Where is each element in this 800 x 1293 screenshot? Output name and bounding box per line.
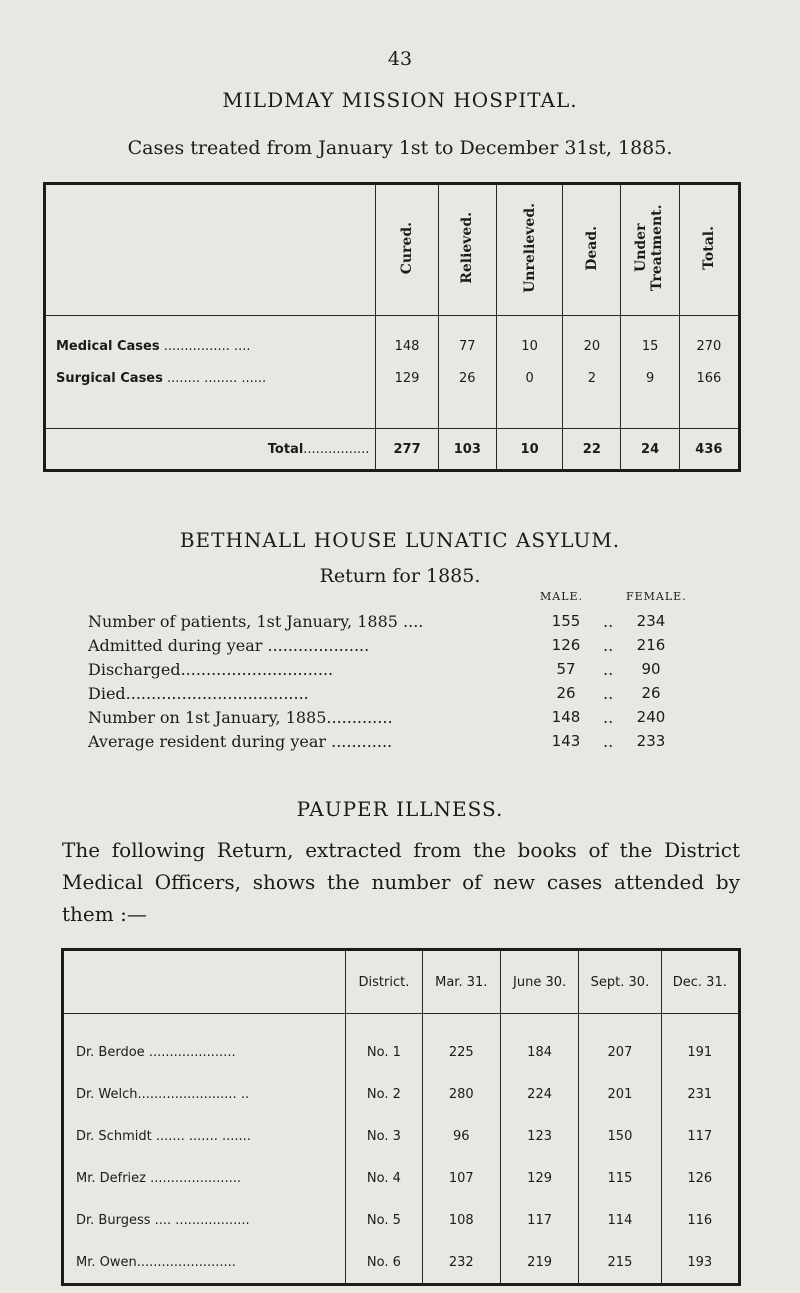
- row-label: Admitted during year: [88, 636, 263, 655]
- cell: 207: [579, 1014, 661, 1074]
- female-value: 240: [636, 708, 666, 726]
- cell: 15: [621, 316, 679, 363]
- cell: 22: [563, 429, 621, 471]
- male-value: 148: [551, 708, 581, 726]
- row-label: Surgical Cases: [56, 370, 163, 386]
- page-number: 43: [387, 48, 413, 70]
- district-cell: No. 6: [346, 1241, 422, 1285]
- officer-name: Mr. Owen: [76, 1254, 137, 1270]
- col-header: Mar. 31.: [422, 950, 500, 1014]
- district-cell: No. 5: [346, 1199, 422, 1241]
- col-header: District.: [346, 950, 422, 1014]
- row-label: Number on 1st January, 1885: [88, 708, 327, 727]
- col-header: Total.: [679, 184, 739, 316]
- district-cell: No. 1: [346, 1014, 422, 1074]
- header-blank: [63, 950, 346, 1014]
- officer-name: Mr. Defriez: [76, 1170, 146, 1186]
- pauper-title: PAUPER ILLNESS.: [296, 797, 504, 821]
- female-value: 90: [641, 660, 661, 678]
- list-item: Number of patients, 1st January, 1885 .... 155 .. 234: [88, 612, 728, 636]
- cell: 232: [422, 1241, 500, 1285]
- cell: 103: [438, 429, 496, 471]
- cell: 2: [563, 362, 621, 394]
- col-header: Cured.: [376, 184, 438, 316]
- cell: 77: [438, 316, 496, 363]
- cell: 231: [661, 1073, 739, 1115]
- district-table: [61, 948, 741, 1286]
- table-row: Dr. Welch........................ .. No. 2 280 224 201 231: [63, 1073, 740, 1115]
- cell: 114: [579, 1199, 661, 1241]
- cell: 24: [621, 429, 679, 471]
- col-header: Under Treatment.: [621, 184, 679, 316]
- cell: 96: [422, 1115, 500, 1157]
- total-label: Total: [267, 441, 304, 457]
- officer-name: Dr. Welch: [76, 1086, 138, 1102]
- female-value: 234: [636, 612, 666, 630]
- total-row: Total................ 277 103 10 22 24 436: [45, 429, 740, 471]
- cell: 10: [496, 429, 562, 471]
- asylum-subtitle: Return for 1885.: [319, 565, 481, 587]
- table-row: Medical Cases ................ .... 148 77 10 20 15 270: [45, 316, 740, 363]
- cell: 280: [422, 1073, 500, 1115]
- list-item: Number on 1st January, 1885............. 148 .. 240: [88, 708, 728, 732]
- cell: 184: [500, 1014, 578, 1074]
- female-value: 233: [636, 732, 666, 750]
- cell: 117: [661, 1115, 739, 1157]
- male-value: 26: [556, 684, 576, 702]
- cell: 148: [376, 316, 438, 363]
- district-cell: No. 3: [346, 1115, 422, 1157]
- female-value: 216: [636, 636, 666, 654]
- hospital-table: [43, 182, 741, 472]
- female-header: FEMALE.: [626, 590, 687, 603]
- table-row: Dr. Burgess .... .................. No. 5 108 117 114 116: [63, 1199, 740, 1241]
- cell: 20: [563, 316, 621, 363]
- cell: 191: [661, 1014, 739, 1074]
- row-label: Number of patients, 1st January, 1885: [88, 612, 398, 631]
- officer-name: Dr. Schmidt: [76, 1128, 152, 1144]
- male-value: 143: [551, 732, 581, 750]
- male-value: 57: [556, 660, 576, 678]
- list-item: Admitted during year .................... 126 .. 216: [88, 636, 728, 660]
- cell: 129: [500, 1157, 578, 1199]
- male-value: 126: [551, 636, 581, 654]
- cell: 129: [376, 362, 438, 394]
- cell: 115: [579, 1157, 661, 1199]
- row-label: Discharged: [88, 660, 181, 679]
- row-label: Average resident during year: [88, 732, 327, 751]
- cell: 117: [500, 1199, 578, 1241]
- hospital-title: MILDMAY MISSION HOSPITAL.: [222, 88, 578, 112]
- cell: 224: [500, 1073, 578, 1115]
- cell: 166: [679, 362, 739, 394]
- row-label: Died: [88, 684, 126, 703]
- asylum-title: BETHNALL HOUSE LUNATIC ASYLUM.: [179, 528, 621, 552]
- hospital-subtitle: Cases treated from January 1st to December 31st, 1885.: [127, 137, 673, 159]
- cell: 201: [579, 1073, 661, 1115]
- cell: 219: [500, 1241, 578, 1285]
- officer-name: Dr. Berdoe: [76, 1044, 145, 1060]
- cell: 436: [679, 429, 739, 471]
- male-value: 155: [551, 612, 581, 630]
- col-header: Dead.: [563, 184, 621, 316]
- table-row: Dr. Berdoe ..................... No. 1 225 184 207 191: [63, 1014, 740, 1074]
- table-row: Dr. Schmidt ....... ....... ....... No. 3 96 123 150 117: [63, 1115, 740, 1157]
- cell: 107: [422, 1157, 500, 1199]
- cell: 10: [496, 316, 562, 363]
- table-row: Mr. Defriez ...................... No. 4 107 129 115 126: [63, 1157, 740, 1199]
- officer-name: Dr. Burgess: [76, 1212, 151, 1228]
- list-item: Average resident during year ............ 143 .. 233: [88, 732, 728, 756]
- col-header: Unrelieved.: [496, 184, 562, 316]
- col-header: Dec. 31.: [661, 950, 739, 1014]
- table-row: Surgical Cases ........ ........ ...... 129 26 0 2 9 166: [45, 362, 740, 394]
- cell: 108: [422, 1199, 500, 1241]
- district-cell: No. 2: [346, 1073, 422, 1115]
- hospital-header-blank: [45, 184, 376, 316]
- cell: 26: [438, 362, 496, 394]
- female-value: 26: [641, 684, 661, 702]
- col-header: June 30.: [500, 950, 578, 1014]
- district-cell: No. 4: [346, 1157, 422, 1199]
- list-item: Died.................................... 26 .. 26: [88, 684, 728, 708]
- cell: 116: [661, 1199, 739, 1241]
- cell: 126: [661, 1157, 739, 1199]
- cell: 225: [422, 1014, 500, 1074]
- cell: 277: [376, 429, 438, 471]
- cell: 215: [579, 1241, 661, 1285]
- table-row: Mr. Owen........................ No. 6 232 219 215 193: [63, 1241, 740, 1285]
- cell: 123: [500, 1115, 578, 1157]
- col-header: Sept. 30.: [579, 950, 661, 1014]
- row-label: Medical Cases: [56, 338, 160, 354]
- cell: 9: [621, 362, 679, 394]
- pauper-paragraph: The following Return, extracted from the books of the District Medical Officers, shows the number of new cases attended by them :—: [62, 838, 740, 926]
- cell: 193: [661, 1241, 739, 1285]
- male-header: MALE.: [540, 590, 584, 603]
- list-item: Discharged.............................. 57 .. 90: [88, 660, 728, 684]
- cell: 0: [496, 362, 562, 394]
- col-header: Relieved.: [438, 184, 496, 316]
- cell: 270: [679, 316, 739, 363]
- cell: 150: [579, 1115, 661, 1157]
